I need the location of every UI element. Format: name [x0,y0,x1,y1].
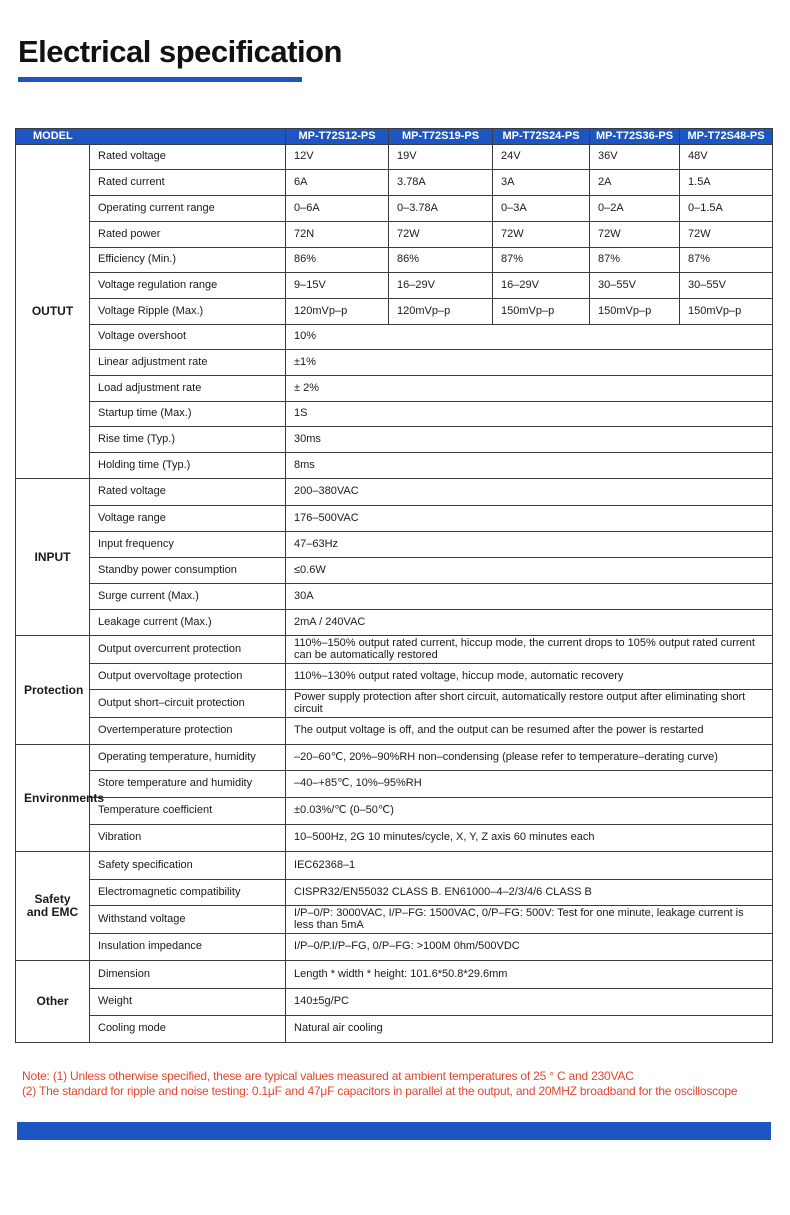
parameter-label: Store temperature and humidity [90,771,286,798]
page-title: Electrical specification [18,34,342,69]
value-cell: 48V [680,145,773,170]
value-cell: ± 2% [286,376,773,402]
value-cell: 86% [389,248,493,273]
table-row [16,376,773,402]
value-cell: 110%–150% output rated current, hiccup mode, the current drops to 105% output rated current can be automatically restored [286,636,773,664]
value-cell: 8ms [286,453,773,479]
other-section-label: Other [16,961,90,1043]
value-cell: 9–15V [286,273,389,299]
value-cell: 150mVp–p [680,299,773,325]
table-row [16,1016,773,1043]
value-cell: 0–3A [493,196,590,222]
note-line: Note: (1) Unless otherwise specified, these are typical values measured at ambient temperatures of 25 ° C and 230VAC [22,1069,634,1083]
value-cell: 1.5A [680,170,773,196]
table-row [16,798,773,825]
table-row [16,610,773,636]
environments-section-label: Environments [16,745,90,852]
parameter-label: Voltage overshoot [90,325,286,350]
value-cell: 47–63Hz [286,532,773,558]
table-row [16,825,773,852]
parameter-label: Voltage regulation range [90,273,286,299]
table-header-row [16,129,773,145]
table-row [16,532,773,558]
table-row [16,961,773,989]
value-cell: 72W [680,222,773,248]
table-row [16,852,773,880]
table-row [16,690,773,718]
parameter-label: Output overvoltage protection [90,664,286,690]
model-column-header: MP-T72S36-PS [590,129,680,145]
parameter-label: Input frequency [90,532,286,558]
safety-emc-section-label: Safety and EMC [16,852,90,961]
notes [22,1069,737,1099]
value-cell: ±1% [286,350,773,376]
value-cell: 12V [286,145,389,170]
parameter-label: Operating temperature, humidity [90,745,286,771]
parameter-label: Safety specification [90,852,286,880]
value-cell: 150mVp–p [493,299,590,325]
parameter-label: Efficiency (Min.) [90,248,286,273]
value-cell: 0–6A [286,196,389,222]
value-cell: 120mVp–p [389,299,493,325]
value-cell: 110%–130% output rated voltage, hiccup mode, automatic recovery [286,664,773,690]
parameter-label: Voltage Ripple (Max.) [90,299,286,325]
parameter-label: Output overcurrent protection [90,636,286,664]
value-cell: 10–500Hz, 2G 10 minutes/cycle, X, Y, Z axis 60 minutes each [286,825,773,852]
value-cell: 140±5g/PC [286,989,773,1016]
parameter-label: Operating current range [90,196,286,222]
footer-bar [17,1122,771,1140]
table-row [16,771,773,798]
value-cell: 176–500VAC [286,506,773,532]
value-cell: Length * width * height: 101.6*50.8*29.6mm [286,961,773,989]
value-cell: 72W [389,222,493,248]
table-row [16,196,773,222]
parameter-label: Startup time (Max.) [90,402,286,427]
table-row [16,479,773,506]
parameter-label: Insulation impedance [90,934,286,961]
model-column-header: MP-T72S48-PS [680,129,773,145]
value-cell: 30–55V [590,273,680,299]
parameter-label: Holding time (Typ.) [90,453,286,479]
parameter-label: Weight [90,989,286,1016]
table-row [16,453,773,479]
table-row [16,584,773,610]
parameter-label: Voltage range [90,506,286,532]
parameter-label: Linear adjustment rate [90,350,286,376]
spec-table-body [16,145,773,1043]
parameter-label: Overtemperature protection [90,718,286,745]
parameter-label: Dimension [90,961,286,989]
parameter-label: Temperature coefficient [90,798,286,825]
value-cell: 1S [286,402,773,427]
table-row [16,880,773,906]
value-cell: ≤0.6W [286,558,773,584]
table-row [16,350,773,376]
parameter-label: Load adjustment rate [90,376,286,402]
value-cell: 30A [286,584,773,610]
value-cell: CISPR32/EN55032 CLASS B. EN61000–4–2/3/4/6 CLASS B [286,880,773,906]
value-cell: 87% [493,248,590,273]
parameter-label: Standby power consumption [90,558,286,584]
parameter-label: Rated current [90,170,286,196]
table-row [16,664,773,690]
value-cell: 87% [590,248,680,273]
value-cell: 3.78A [389,170,493,196]
note-line: (2) The standard for ripple and noise testing: 0.1μF and 47μF capacitors in parallel at the output, and 20MHZ broadband for the oscilloscope [22,1084,738,1098]
title-underline [18,77,302,82]
value-cell: 0–3.78A [389,196,493,222]
value-cell: 3A [493,170,590,196]
table-row [16,222,773,248]
value-cell: The output voltage is off, and the output can be resumed after the power is restarted [286,718,773,745]
value-cell: 6A [286,170,389,196]
value-cell: 200–380VAC [286,479,773,506]
value-cell: 87% [680,248,773,273]
value-cell: 19V [389,145,493,170]
value-cell: 16–29V [389,273,493,299]
value-cell: 16–29V [493,273,590,299]
table-row [16,248,773,273]
value-cell: 0–2A [590,196,680,222]
value-cell: –40–+85℃, 10%–95%RH [286,771,773,798]
table-row [16,170,773,196]
value-cell: 2mA / 240VAC [286,610,773,636]
parameter-label: Rated power [90,222,286,248]
parameter-label: Surge current (Max.) [90,584,286,610]
value-cell: 36V [590,145,680,170]
value-cell: ±0.03%/℃ (0–50℃) [286,798,773,825]
parameter-label: Withstand voltage [90,906,286,934]
value-cell: 30–55V [680,273,773,299]
table-row [16,299,773,325]
value-cell: I/P–0/P.I/P–FG, 0/P–FG: >100M 0hm/500VDC [286,934,773,961]
model-column-header: MP-T72S24-PS [493,129,590,145]
table-row [16,718,773,745]
table-row [16,145,773,170]
value-cell: 120mVp–p [286,299,389,325]
value-cell: 72W [493,222,590,248]
table-row [16,558,773,584]
protection-section-label: Protection [16,636,90,745]
value-cell: 150mVp–p [590,299,680,325]
parameter-label: Leakage current (Max.) [90,610,286,636]
value-cell: I/P–0/P: 3000VAC, I/P–FG: 1500VAC, 0/P–FG: 500V: Test for one minute, leakage current is less than 5mA [286,906,773,934]
table-row [16,427,773,453]
value-cell: IEC62368–1 [286,852,773,880]
parameter-label: Rated voltage [90,145,286,170]
table-row [16,745,773,771]
output-section-label: OUTUT [16,145,90,479]
model-header: MODEL [16,129,286,145]
table-row [16,934,773,961]
value-cell: Power supply protection after short circuit, automatically restore output after eliminating short circuit [286,690,773,718]
table-row [16,506,773,532]
model-column-header: MP-T72S19-PS [389,129,493,145]
parameter-label: Rise time (Typ.) [90,427,286,453]
model-column-header: MP-T72S12-PS [286,129,389,145]
value-cell: 2A [590,170,680,196]
value-cell: 72W [590,222,680,248]
table-row [16,325,773,350]
parameter-label: Cooling mode [90,1016,286,1043]
value-cell: 30ms [286,427,773,453]
parameter-label: Output short–circuit protection [90,690,286,718]
table-row [16,636,773,664]
table-row [16,906,773,934]
spec-table [15,128,773,1043]
parameter-label: Electromagnetic compatibility [90,880,286,906]
value-cell: 72N [286,222,389,248]
parameter-label: Vibration [90,825,286,852]
value-cell: Natural air cooling [286,1016,773,1043]
value-cell: –20–60℃, 20%–90%RH non–condensing (please refer to temperature–derating curve) [286,745,773,771]
input-section-label: INPUT [16,479,90,636]
value-cell: 24V [493,145,590,170]
table-row [16,989,773,1016]
value-cell: 10% [286,325,773,350]
table-row [16,273,773,299]
value-cell: 86% [286,248,389,273]
table-row [16,402,773,427]
value-cell: 0–1.5A [680,196,773,222]
parameter-label: Rated voltage [90,479,286,506]
